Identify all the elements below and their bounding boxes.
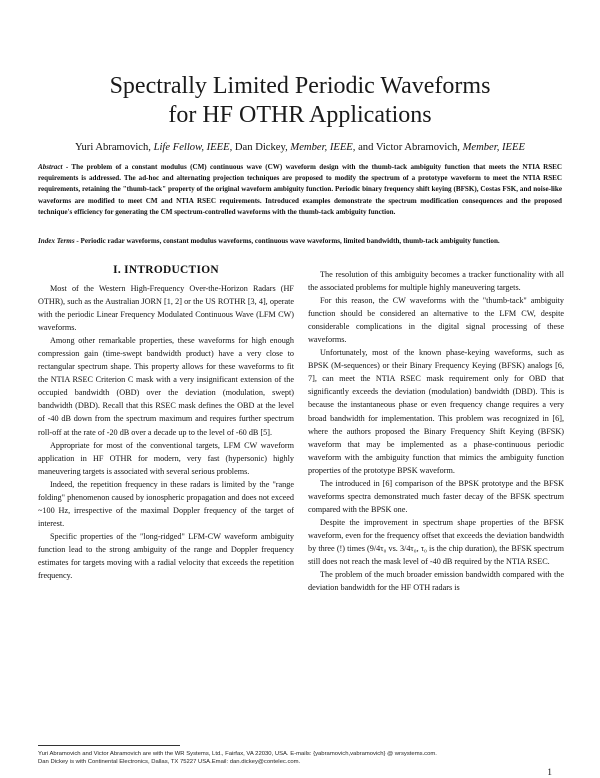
body-paragraph: Unfortunately, most of the known phase-keying waveforms, such as BPSK (M-sequences) or their Binary Frequency Keying (BFSK) analogs [6, 7], can meet the NTIA RSEC mask requirement only for OBD that significantly exceeds the deviation (modulation) bandwidth (DBD). This is because the instantaneous phase or even frequency change requires a very broad bandwidth for implementation. This problem was recognized in [6], where the authors proposed the Binary Frequency Shift Keying (BFSK) waveform that may be implemented as a phase-continuous periodic waveform with the ambiguity function that mimics the ambiguity function properties of the prototype BPSK waveform. xyxy=(308,348,564,475)
body-paragraph: The problem of the much broader emission bandwidth compared with the deviation bandwidth for the HF OTH radars is xyxy=(308,570,564,593)
title-line-1: Spectrally Limited Periodic Waveforms xyxy=(109,73,491,99)
right-column xyxy=(308,268,564,594)
author-2-title: Member, IEEE, xyxy=(290,142,356,153)
title-line-2: for HF OTHR Applications xyxy=(168,102,432,128)
footnote-affiliation-2: Dan Dickey is with Continental Electronics, Dallas, TX 75227 USA.Email: dan.dickey@contelec.com. xyxy=(38,759,301,765)
abstract xyxy=(38,162,562,218)
paper-title xyxy=(0,72,600,130)
author-1-title: Life Fellow, IEEE, xyxy=(153,142,233,153)
section-heading: I. INTRODUCTION xyxy=(113,264,219,276)
abstract-label: Abstract xyxy=(38,163,63,171)
body-paragraph: Among other remarkable properties, these waveforms for high enough compression gain (time-swept bandwidth product) have a very close to rectangular spectrum shape. This property allows for these waveforms to fit the NTIA RSEC Criterion C mask with a very insignificant extension of the occupied bandwidth (OBD) over the deviation (modulation, swept) bandwidth (DBD). Recall that this RSEC mask defines the OBD at the level of -40 dB down from the spectrum maximum and requires further spectrum roll-off at the rate of -20 dB over a decade up to the level of -60 dB [5]. xyxy=(38,336,294,437)
index-terms-label: Index Terms xyxy=(38,237,75,245)
author-list xyxy=(0,141,600,155)
body-paragraph: The introduced in [6] comparison of the BPSK prototype and the BFSK waveforms spectra demonstrated much faster decay of the BFSK spectrum compared with the BPSK one. xyxy=(308,478,564,514)
left-column xyxy=(38,263,294,582)
body-paragraph: Specific properties of the "long-ridged" LFM-CW waveform ambiguity function lead to the strong ambiguity of the range and Doppler frequency estimates for targets moving with a radial velocity that exceeds the repetition frequency. xyxy=(38,531,294,581)
body-paragraph: Despite the improvement in spectrum shape properties of the BFSK waveform, even for the frequency offset that exceeds the deviation bandwidth by three (!) times (9/4τ₀ vs. 3/4τ₀, τ₀ is the chip duration), the BFSK spectrum still does not reach the mask level of -40 dB required by the NTIA RSEC. xyxy=(308,517,564,567)
footnote-affiliation-1: Yuri Abramovich and Victor Abramovich are with the WR Systems, Ltd., Fairfax, VA 22030, USA. E-mails: {yabramovich,vabramovich} @ wrsystems.com. xyxy=(38,751,437,757)
body-paragraph: The resolution of this ambiguity becomes a tracker functionality with all the associated problems for multiple highly maneuvering targets. xyxy=(308,270,564,293)
body-paragraph: Appropriate for most of the conventional targets, LFM CW waveform application in HF OTHR for modern, very fast (hypersonic) highly maneuvering targets is associated with several serious problems. xyxy=(38,440,294,476)
body-paragraph: For this reason, the CW waveforms with the "thumb-tack" ambiguity function should be considered an alternative to the LFM CW, despite considerable complications in the digital signal processing of these waveforms. xyxy=(308,296,564,345)
footnote-rule xyxy=(38,745,180,746)
body-paragraph: Indeed, the repetition frequency in these radars is limited by the "range folding" phenomenon caused by ionospheric propagation and does not exceed ~100 Hz, irrespective of the maximal Doppler frequency of the target of interest. xyxy=(38,479,294,528)
index-terms-text: - Periodic radar waveforms, constant modulus waveforms, continuous wave waveforms, limited bandwidth, thumb-tack ambiguity function. xyxy=(74,237,500,245)
author-3-name: and Victor Abramovich, xyxy=(355,142,463,153)
index-terms xyxy=(38,236,562,247)
author-1-name: Yuri Abramovich, xyxy=(75,142,154,153)
author-2-name: Dan Dickey, xyxy=(232,142,291,153)
body-paragraph: Most of the Western High-Frequency Over-the-Horizon Radars (HF OTHR), such as the Australian JORN [1, 2] or the US ROTHR [3, 4], operate with the periodic Linear Frequency Modulated Continuous Wave (LFM CW) waveforms. xyxy=(38,284,294,333)
author-3-title: Member, IEEE xyxy=(462,142,525,153)
page-number: 1 xyxy=(547,768,552,778)
abstract-text: - The problem of a constant modulus (CM) continuous wave (CW) waveform design with the thumb-tack ambiguity function that meets the NTIA RSEC requirements is addressed. The ad-hoc and alternating projection techniques are proposed to modify the spectrum of a prototype waveform to meet the NTIA RSEC requirements, retaining the "thumb-tack" property of the original waveform ambiguity function. Periodic binary frequency shift keying (BFSK), Costas FSK, and noise-like waveforms are modified to meet CM and NTIA RSEC requirements. Introduced examples demonstrate the spectrum modification consequences and the proposed technique's efficiency for generating the CM spectrum-controlled waveforms with the thumb-tack ambiguity function. xyxy=(38,163,562,216)
